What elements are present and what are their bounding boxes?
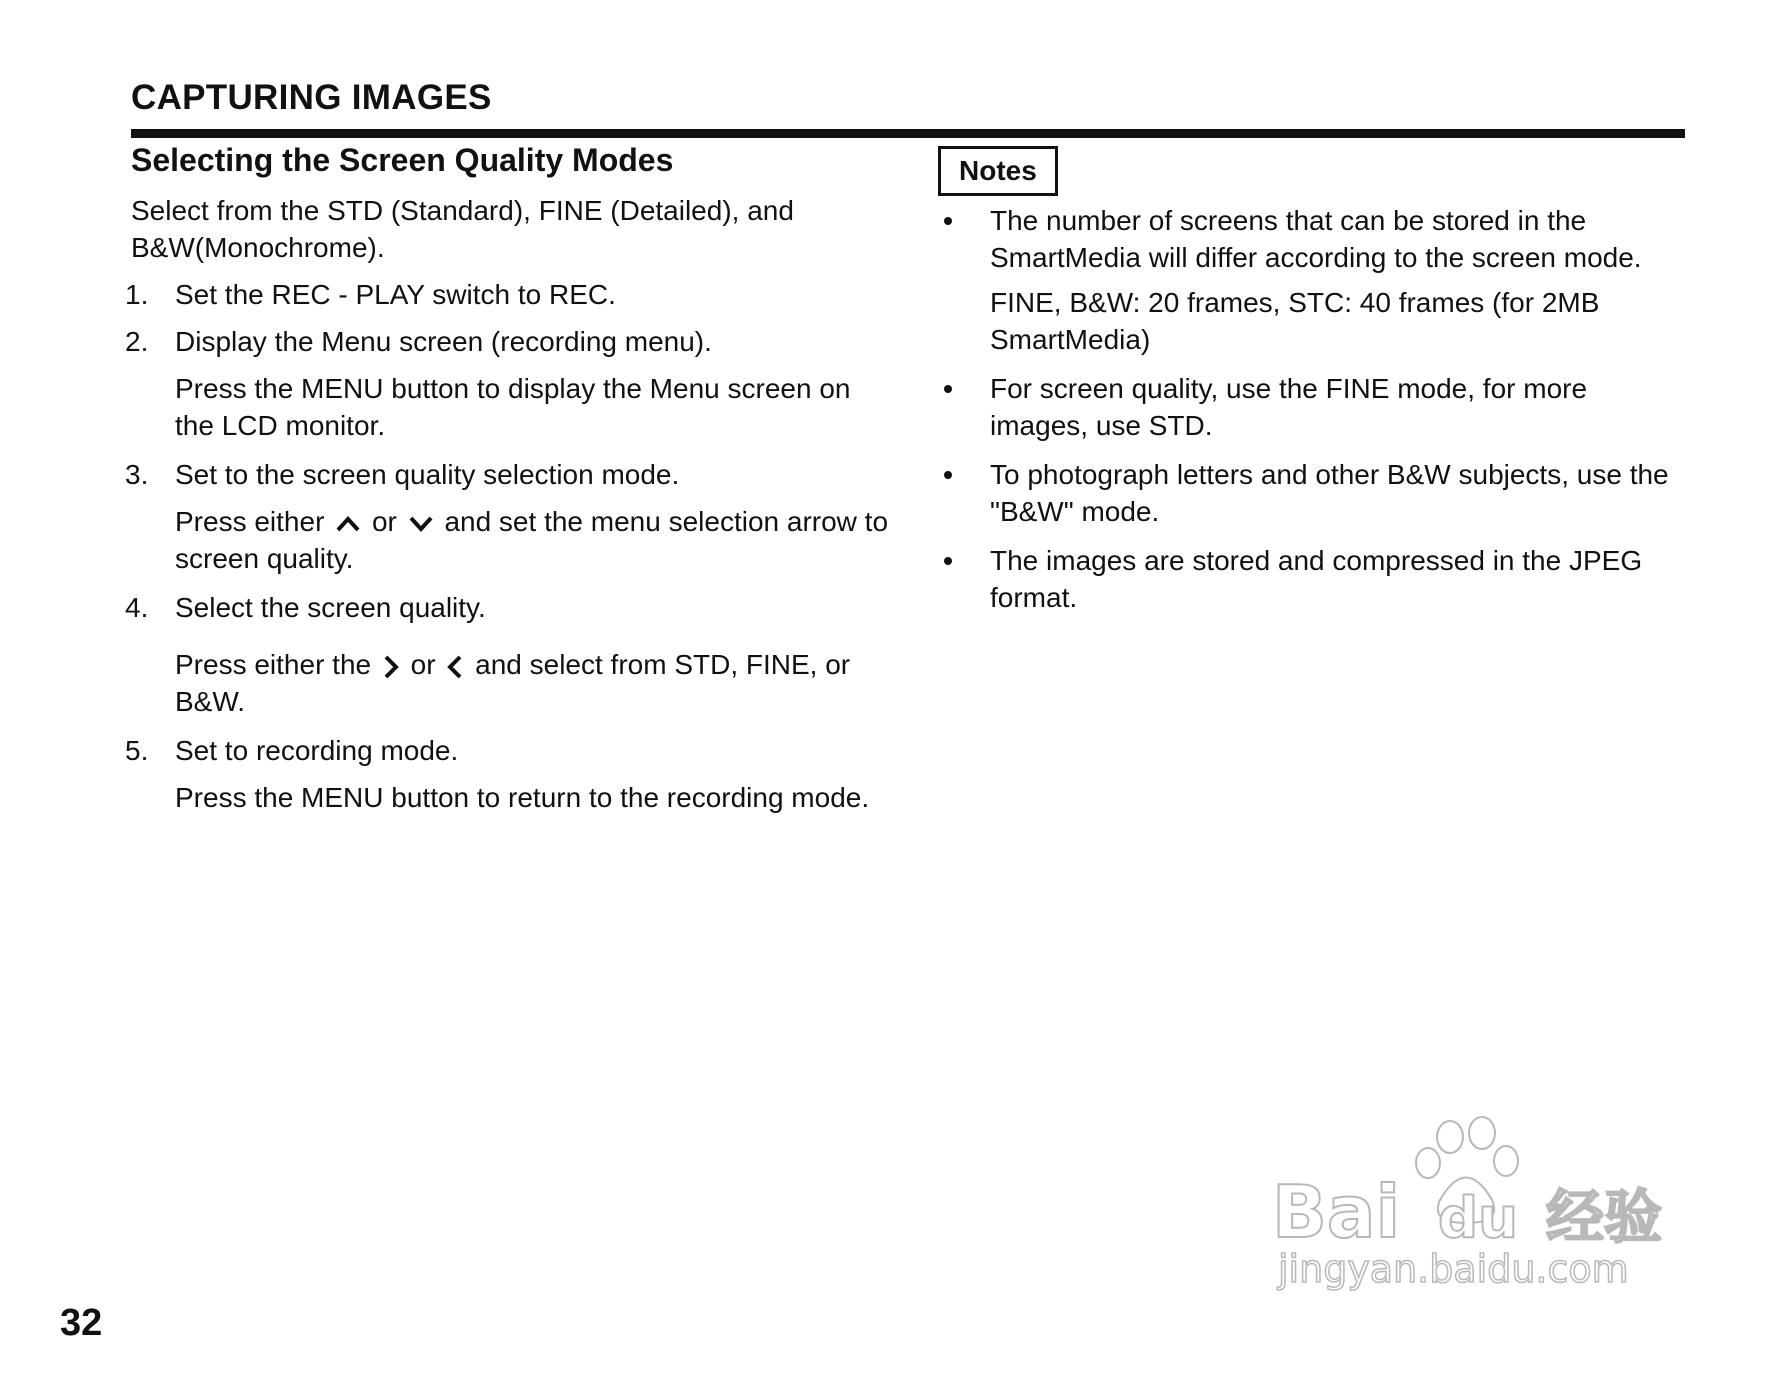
- subsection-heading: Selecting the Screen Quality Modes: [131, 142, 674, 178]
- baidu-watermark: [1270, 1105, 1690, 1291]
- step-title: Set to the screen quality selection mode.: [175, 459, 680, 490]
- bullet-icon: [944, 557, 952, 565]
- step-1: [125, 276, 891, 313]
- note-text: To photograph letters and other B&W subjects, use the "B&W" mode.: [990, 459, 1669, 527]
- chevron-left-icon: [447, 655, 463, 679]
- section-heading: CAPTURING IMAGES: [131, 78, 492, 117]
- chevron-down-icon: [409, 515, 433, 533]
- step-detail: [175, 503, 891, 577]
- notes-list: [938, 202, 1692, 616]
- note-item: [938, 370, 1692, 444]
- step-3: [125, 456, 891, 577]
- svg-text:经验: 经验: [1546, 1183, 1663, 1251]
- step-number: 2.: [125, 326, 149, 357]
- note-text: The images are stored and compressed in the JPEG format.: [990, 545, 1643, 613]
- note-item: [938, 456, 1692, 530]
- left-column: [125, 140, 891, 828]
- heading-rule: [131, 129, 1685, 138]
- step-number: 4.: [125, 592, 149, 623]
- svg-text:Bai: Bai: [1272, 1170, 1401, 1254]
- step-4: [125, 589, 891, 720]
- note-extra: FINE, B&W: 20 frames, STC: 40 frames (for 2MB SmartMedia): [990, 287, 1600, 355]
- step-number: 3.: [125, 459, 149, 490]
- chevron-right-icon: [383, 655, 399, 679]
- step-detail-part: and select from STD, FINE, or B&W.: [175, 649, 851, 717]
- intro-text: Select from the STD (Standard), FINE (Detailed), and B&W(Monochrome).: [131, 195, 794, 263]
- chevron-up-icon: [336, 515, 360, 533]
- notes-label: Notes: [938, 146, 1058, 196]
- step-title: Set the REC - PLAY switch to REC.: [175, 279, 616, 310]
- step-detail: Press the MENU button to display the Menu screen on the LCD monitor.: [175, 373, 851, 441]
- step-2: [125, 323, 891, 444]
- bullet-icon: [944, 217, 952, 225]
- step-detail-part: or: [371, 506, 397, 537]
- step-detail-part: and set the menu selection arrow to screen quality.: [175, 506, 889, 574]
- step-5: [125, 732, 891, 816]
- step-title: Set to recording mode.: [175, 735, 459, 766]
- step-detail: Press the MENU button to return to the recording mode.: [175, 782, 870, 813]
- page-number: 32: [60, 1302, 103, 1344]
- bullet-icon: [944, 385, 952, 393]
- step-detail-part: Press either: [175, 506, 325, 537]
- steps-list: [125, 276, 891, 816]
- note-item: [938, 202, 1692, 358]
- note-text: For screen quality, use the FINE mode, for more images, use STD.: [990, 373, 1588, 441]
- notes-column: [938, 146, 1692, 628]
- note-item: [938, 542, 1692, 616]
- watermark-domain: jingyan.baidu.com: [1278, 1247, 1629, 1291]
- step-title: Select the screen quality.: [175, 592, 486, 623]
- step-number: 5.: [125, 735, 149, 766]
- step-title: Display the Menu screen (recording menu).: [175, 326, 712, 357]
- step-detail: [175, 646, 891, 720]
- note-text: The number of screens that can be stored in the SmartMedia will differ according to the screen mode.: [990, 205, 1642, 273]
- step-number: 1.: [125, 279, 149, 310]
- step-detail-part: or: [410, 649, 436, 680]
- step-detail-part: Press either the: [175, 649, 372, 680]
- svg-text:du: du: [1438, 1186, 1518, 1251]
- bullet-icon: [944, 471, 952, 479]
